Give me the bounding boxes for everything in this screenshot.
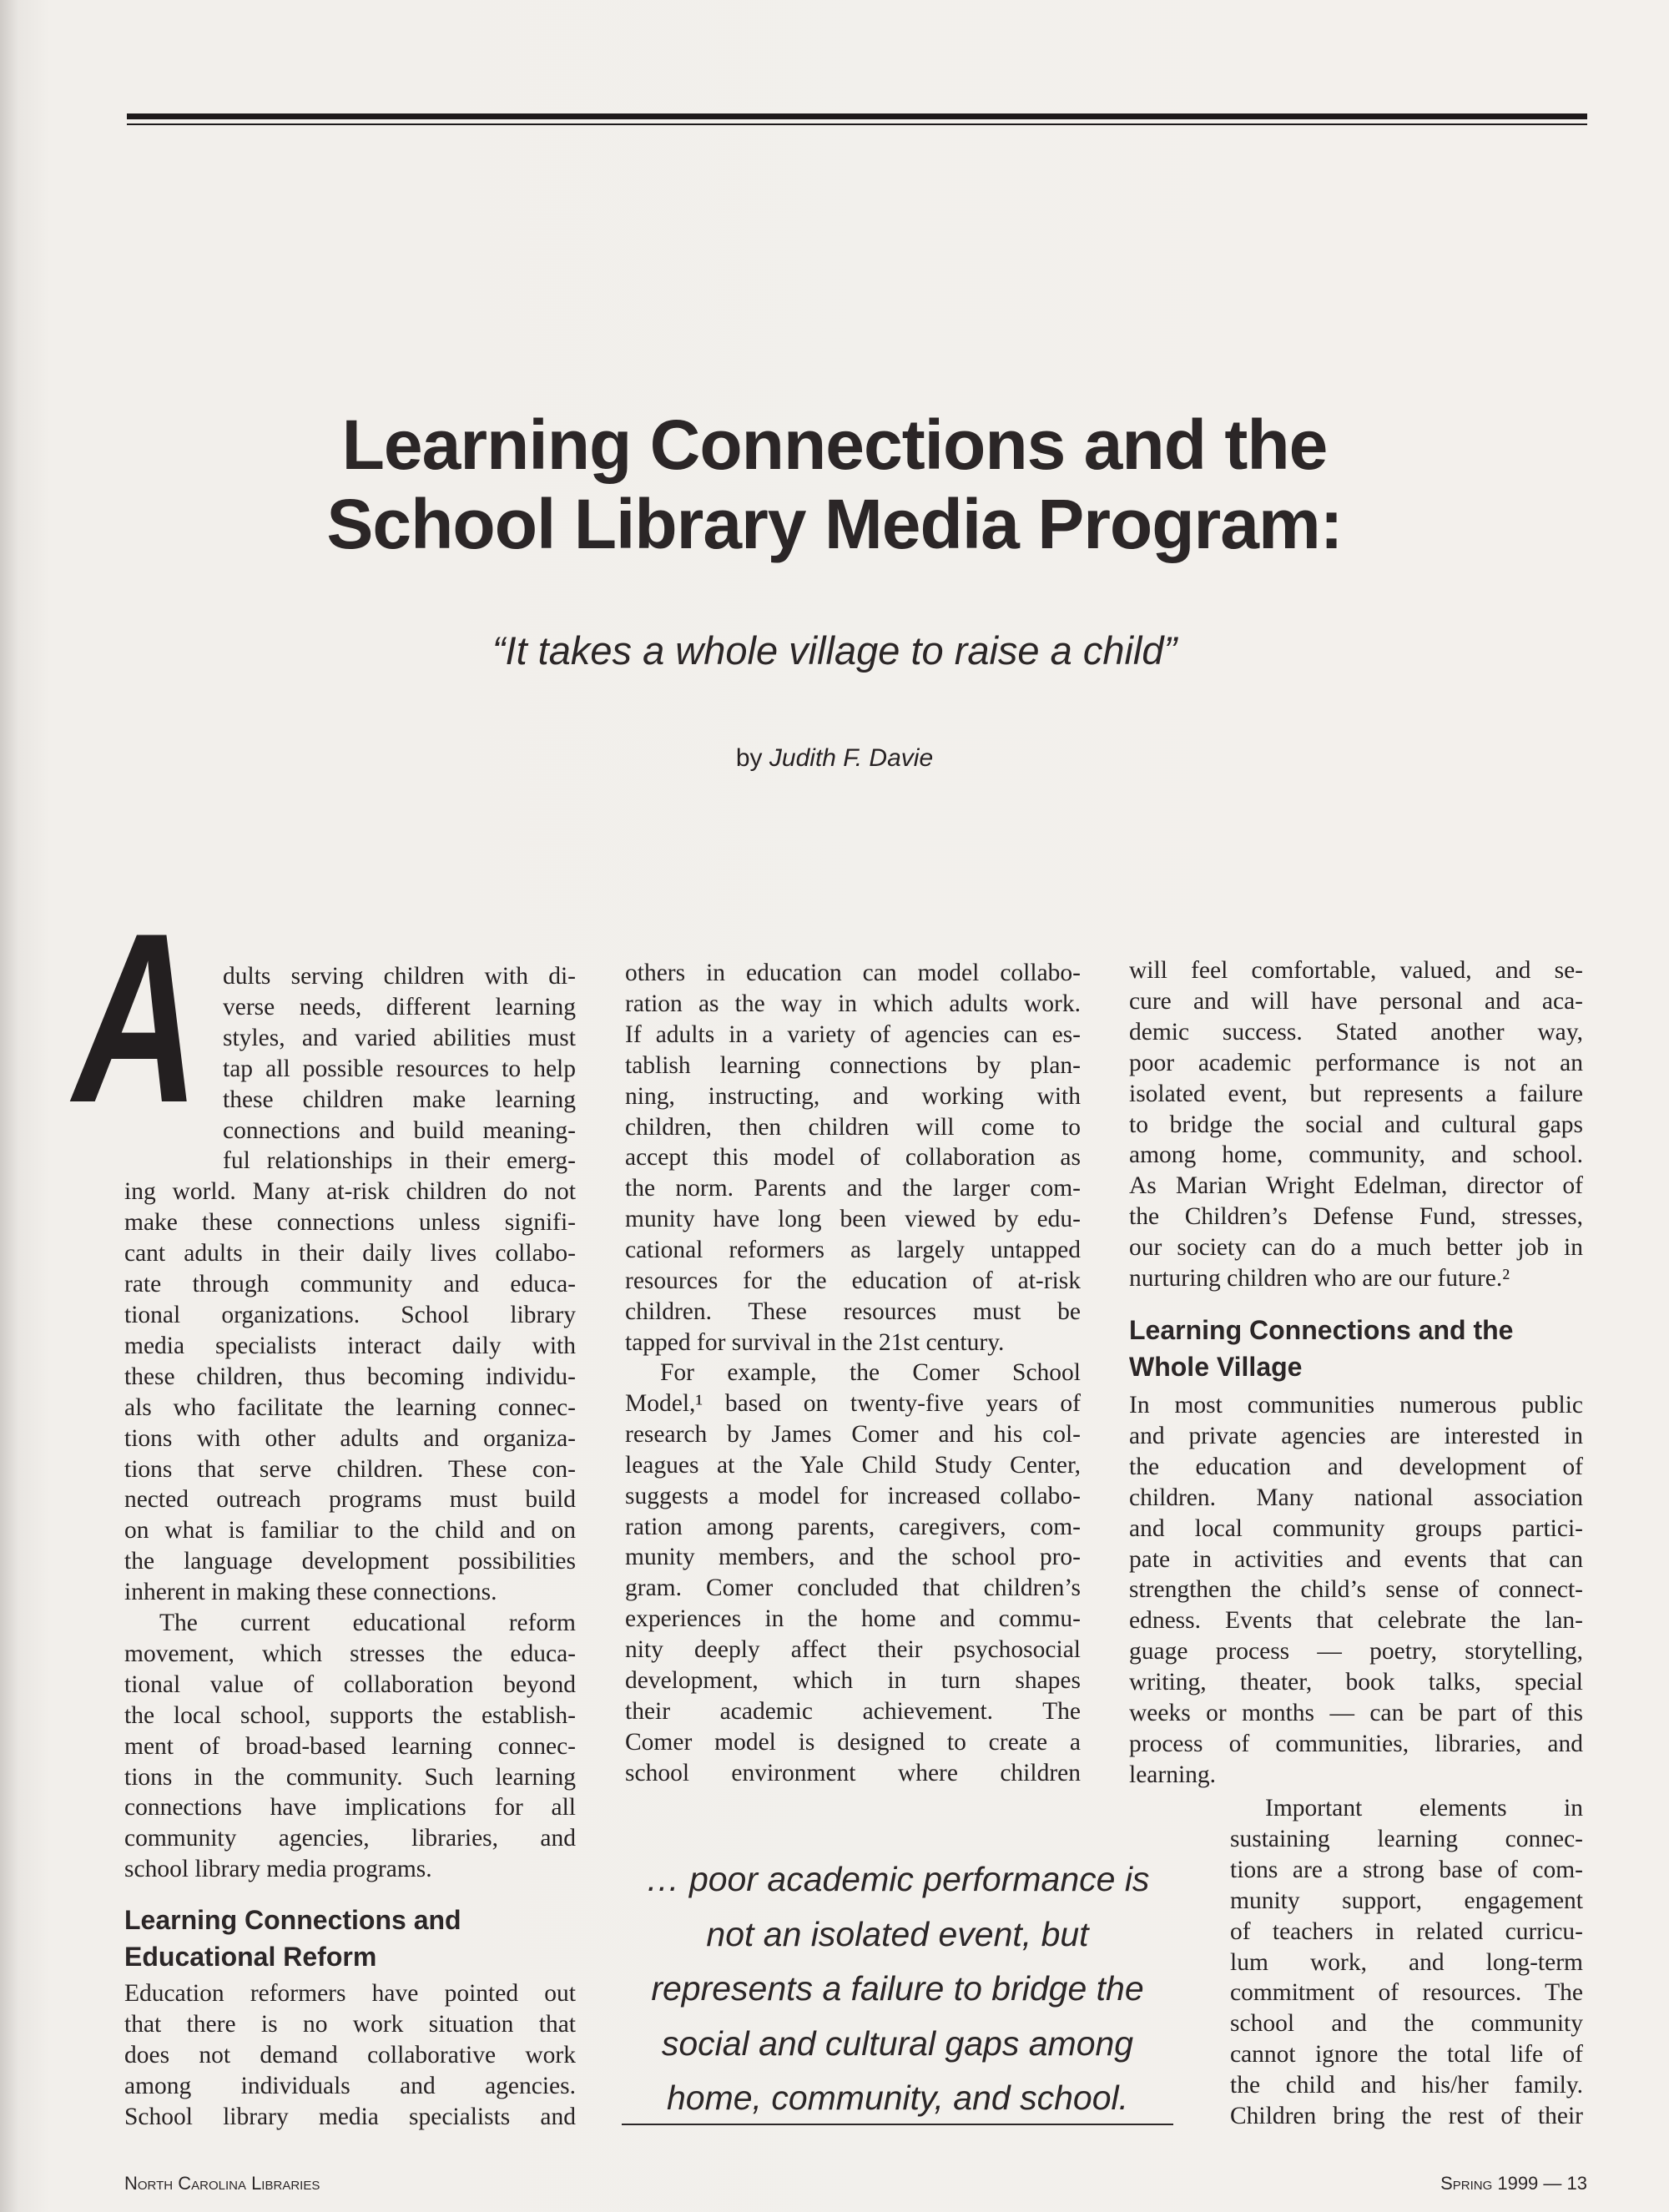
text-line: cure and will have personal and aca-: [1129, 987, 1583, 1015]
text-line: lum work, and long-term: [1230, 1948, 1583, 1976]
drop-cap: A: [73, 883, 199, 1153]
text-line: … poor academic performance is: [645, 1860, 1150, 1898]
text-line: leagues at the Yale Child Study Center,: [625, 1451, 1081, 1479]
text-line: Children bring the rest of their: [1230, 2103, 1583, 2130]
byline: [0, 744, 1669, 773]
text-line: ing world. Many at-risk children do not: [124, 1178, 576, 1206]
text-line: school and the community: [1230, 2010, 1583, 2038]
text-line: represents a failure to bridge the: [651, 1969, 1144, 2008]
text-line: ration as the way in which adults work.: [625, 990, 1081, 1017]
text-line: the local school, supports the establish-: [124, 1701, 576, 1729]
col2-paragraph-1: [625, 958, 1081, 1358]
text-line: make these connections unless signifi-: [124, 1209, 576, 1237]
text-line: connections have implications for all: [124, 1794, 576, 1821]
col1-paragraph-3: [124, 1978, 576, 2133]
text-line: not an isolated event, but: [706, 1914, 1089, 1953]
text-line: children. Many national association: [1129, 1484, 1583, 1511]
text-line: rate through community and educa-: [124, 1271, 576, 1298]
text-line: our society can do a much better job in: [1129, 1234, 1583, 1262]
text-line: ful relationships in their emerg-: [223, 1147, 576, 1175]
text-line: pate in activities and events that can: [1129, 1545, 1583, 1573]
col1-paragraph-2: [124, 1608, 576, 1885]
text-line: does not demand collaborative work: [124, 2041, 576, 2068]
text-line: on what is familiar to the child and on: [124, 1517, 576, 1544]
text-line: children, then children will come to: [625, 1113, 1081, 1141]
text-line: Educational Reform: [124, 1942, 377, 1972]
text-line: tional organizations. School library: [124, 1301, 576, 1328]
text-line: and private agencies are interested in: [1129, 1422, 1583, 1449]
col2-paragraph-2: [625, 1358, 1081, 1789]
text-line: resources for the education of at-risk: [625, 1267, 1081, 1295]
top-rule-thin: [127, 123, 1587, 125]
text-line: tions are a strong base of com-: [1230, 1856, 1583, 1883]
text-line: home, community, and school.: [667, 2078, 1128, 2117]
text-line: munity support, engagement: [1230, 1887, 1583, 1914]
text-line: Education reformers have pointed out: [124, 1980, 576, 2007]
article-title-line2: School Library Media Program:: [326, 485, 1343, 563]
text-line: connections and build meaning-: [223, 1116, 576, 1144]
text-line: social and cultural gaps among: [661, 2023, 1134, 2063]
text-line: sustaining learning connec-: [1230, 1825, 1583, 1852]
text-line: commitment of resources. The: [1230, 1979, 1583, 2007]
text-line: tions with other adults and organiza-: [124, 1424, 576, 1452]
text-line: inherent in making these connections.: [124, 1579, 497, 1606]
text-line: nity deeply affect their psychosocial: [625, 1636, 1081, 1664]
text-line: weeks or months — can be part of this: [1129, 1700, 1583, 1727]
text-line: writing, theater, book talks, special: [1129, 1669, 1583, 1696]
text-line: the language development possibilities: [124, 1548, 576, 1575]
text-line: media specialists interact daily with: [124, 1332, 576, 1359]
text-line: Learning Connections and: [124, 1905, 461, 1935]
text-line: to bridge the social and cultural gaps: [1129, 1111, 1583, 1138]
text-line: Whole Village: [1129, 1352, 1303, 1382]
text-line: guage process — poetry, storytelling,: [1129, 1638, 1583, 1665]
text-line: nected outreach programs must build: [124, 1486, 576, 1514]
byline-prefix: by: [735, 744, 763, 772]
text-line: isolated event, but represents a failure: [1129, 1080, 1583, 1107]
text-line: learning.: [1129, 1761, 1217, 1788]
text-line: ment of broad-based learning connec-: [124, 1732, 576, 1760]
text-line: development, which in turn shapes: [625, 1667, 1081, 1695]
text-line: poor academic performance is not an: [1129, 1049, 1583, 1076]
author-name: Judith F. Davie: [769, 744, 934, 772]
pull-quote-rule: [622, 2124, 1173, 2125]
text-line: In most communities numerous public: [1129, 1392, 1583, 1418]
col1-paragraph-1: [124, 961, 576, 1608]
text-line: children. These resources must be: [625, 1297, 1081, 1325]
text-line: Important elements in: [1265, 1795, 1583, 1821]
col3-paragraph-3: [1230, 1793, 1583, 2132]
text-line: and local community groups partici-: [1129, 1514, 1583, 1542]
text-line: The current educational reform: [159, 1610, 576, 1636]
text-line: tap all possible resources to help: [223, 1055, 576, 1082]
text-line: School library media specialists and: [124, 2103, 576, 2130]
text-line: the child and his/her family.: [1230, 2072, 1583, 2099]
col3-section-heading: [1129, 1312, 1513, 1385]
text-line: will feel comfortable, valued, and se-: [1129, 957, 1583, 984]
pull-quote: [622, 1852, 1173, 2126]
text-line: gram. Comer concluded that children’s: [625, 1575, 1081, 1602]
col3-paragraph-1: [1129, 955, 1583, 1294]
text-line: If adults in a variety of agencies can es-: [625, 1020, 1081, 1048]
text-line: dults serving children with di-: [223, 963, 576, 990]
text-line: of teachers in related curricu-: [1230, 1917, 1583, 1945]
text-line: process of communities, libraries, and: [1129, 1730, 1583, 1757]
text-line: suggests a model for increased collabo-: [625, 1482, 1081, 1509]
text-line: Model,¹ based on twenty-five years of: [625, 1389, 1081, 1417]
text-line: the Children’s Defense Fund, stresses,: [1129, 1203, 1583, 1231]
text-line: school environment where children: [625, 1759, 1081, 1786]
text-line: the norm. Parents and the larger com-: [625, 1175, 1081, 1202]
text-line: tablish learning connections by plan-: [625, 1051, 1081, 1079]
text-line: community agencies, libraries, and: [124, 1825, 576, 1852]
text-line: their academic achievement. The: [625, 1697, 1081, 1725]
text-line: edness. Events that celebrate the lan-: [1129, 1607, 1583, 1635]
text-line: cant adults in their daily lives collabo-: [124, 1240, 576, 1267]
article-subtitle: “It takes a whole village to raise a child”: [492, 628, 1177, 673]
text-line: verse needs, different learning: [223, 993, 576, 1020]
text-line: demic success. Stated another way,: [1129, 1018, 1583, 1046]
text-line: Learning Connections and the: [1129, 1315, 1514, 1345]
text-line: ration among parents, caregivers, com-: [625, 1513, 1081, 1540]
col1-section-heading: [124, 1902, 461, 1975]
text-line: cannot ignore the total life of: [1230, 2041, 1583, 2068]
text-line: tapped for survival in the 21st century.: [625, 1328, 1005, 1356]
text-line: these children make learning: [223, 1086, 576, 1113]
text-line: the education and development of: [1129, 1453, 1583, 1480]
text-line: movement, which stresses the educa-: [124, 1640, 576, 1667]
text-line: styles, and varied abilities must: [223, 1024, 576, 1051]
top-rule: [127, 113, 1587, 119]
text-line: among individuals and agencies.: [124, 2072, 576, 2099]
text-line: school library media programs.: [124, 1856, 432, 1883]
text-line: Comer model is designed to create a: [625, 1728, 1081, 1756]
text-line: accept this model of collaboration as: [625, 1144, 1081, 1172]
text-line: As Marian Wright Edelman, director of: [1129, 1172, 1583, 1200]
text-line: munity have long been viewed by edu-: [625, 1206, 1081, 1233]
col3-paragraph-2: [1129, 1390, 1583, 1791]
text-line: For example, the Comer School: [660, 1359, 1081, 1386]
text-line: others in education can model collabo-: [625, 960, 1081, 986]
text-line: nurturing children who are our future.²: [1129, 1265, 1510, 1292]
footer-issue-page: Spring 1999 — 13: [1440, 2173, 1587, 2194]
text-line: experiences in the home and commu-: [625, 1605, 1081, 1633]
text-line: ning, instructing, and working with: [625, 1082, 1081, 1110]
text-line: als who facilitate the learning connec-: [124, 1393, 576, 1421]
text-line: strengthen the child’s sense of connect-: [1129, 1576, 1583, 1604]
text-line: tions that serve children. These con-: [124, 1455, 576, 1483]
text-line: that there is no work situation that: [124, 2010, 576, 2038]
text-line: tional value of collaboration beyond: [124, 1670, 576, 1698]
text-line: research by James Comer and his col-: [625, 1420, 1081, 1448]
text-line: these children, thus becoming individu-: [124, 1363, 576, 1390]
article-title-line1: Learning Connections and the: [341, 406, 1328, 484]
text-line: cational reformers as largely untapped: [625, 1237, 1081, 1264]
footer-publication: North Carolina Libraries: [124, 2173, 320, 2194]
text-line: munity members, and the school pro-: [625, 1544, 1081, 1571]
text-line: among home, community, and school.: [1129, 1141, 1583, 1169]
text-line: tions in the community. Such learning: [124, 1763, 576, 1791]
